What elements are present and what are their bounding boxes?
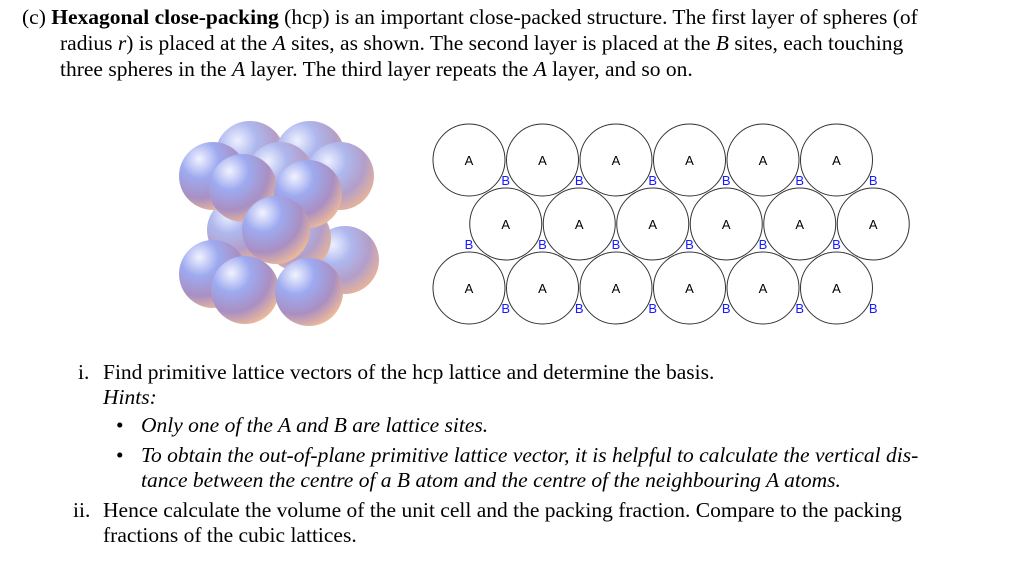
intro-text: ) is placed at the xyxy=(126,31,273,55)
site-label-a: A xyxy=(574,217,584,232)
site-label-b: B xyxy=(758,237,768,252)
hint-text-part: are lattice sites. xyxy=(346,413,489,437)
math-var: B xyxy=(715,31,729,55)
bullet-icon: • xyxy=(116,413,124,437)
question-number: ii. xyxy=(73,498,91,522)
question-1 xyxy=(78,360,1008,385)
intro-text: radius xyxy=(60,31,118,55)
intro-line-1 xyxy=(22,4,1007,30)
hcp-spheres-illustration xyxy=(168,112,388,337)
intro-line-3 xyxy=(22,56,1007,82)
hint-item xyxy=(116,443,1008,493)
intro-text: (hcp) is an important close-packed structure. The first layer of spheres (of xyxy=(278,5,918,29)
site-label-b: B xyxy=(648,173,658,188)
part-label: (c) xyxy=(22,5,46,29)
question-line: fractions of the cubic lattices. xyxy=(103,523,357,547)
site-label-a: A xyxy=(721,217,731,232)
question-text xyxy=(103,498,1008,548)
site-label-a: A xyxy=(501,217,511,232)
site-label-b: B xyxy=(501,301,511,316)
question-line: Hence calculate the volume of the unit cell and the packing fraction. Compare to the packing xyxy=(103,498,902,522)
site-label-a: A xyxy=(464,153,474,168)
math-var: A xyxy=(272,31,286,55)
site-label-b: B xyxy=(574,301,584,316)
hint-text-part: To obtain the out-of-plane primitive lattice vector, it is helpful to calculate the vertical dis- xyxy=(141,443,919,467)
math-var: B xyxy=(333,413,347,437)
site-label-a: A xyxy=(868,217,878,232)
math-var: A xyxy=(533,57,547,81)
math-var: A xyxy=(277,413,291,437)
hcp-site-diagram xyxy=(420,112,920,337)
site-label-a: A xyxy=(758,153,768,168)
question-2 xyxy=(73,498,1008,548)
intro-text: layer. The third layer repeats the xyxy=(245,57,534,81)
site-label-a: A xyxy=(648,217,658,232)
site-label-a: A xyxy=(611,281,621,296)
site-label-b: B xyxy=(574,173,584,188)
questions xyxy=(73,360,1008,548)
question-text: Find primitive lattice vectors of the hcp lattice and determine the basis. xyxy=(103,360,715,384)
hint-text xyxy=(141,443,918,493)
intro-text: three spheres in the xyxy=(60,57,232,81)
hint-text-part: tance between the centre of a xyxy=(141,468,397,492)
hints-heading: Hints: xyxy=(103,385,157,409)
intro-text: layer, and so on. xyxy=(546,57,693,81)
site-label-a: A xyxy=(538,153,547,168)
math-var: r xyxy=(117,31,127,55)
math-var: A xyxy=(231,57,246,81)
site-label-b: B xyxy=(868,301,878,316)
site-label-b: B xyxy=(685,237,694,252)
hints-list xyxy=(78,413,1008,493)
intro-title: Hexagonal close-packing xyxy=(51,5,279,29)
hint-text-part: atoms. xyxy=(778,468,841,492)
site-label-a: A xyxy=(685,281,694,296)
site-label-a: A xyxy=(464,281,474,296)
site-label-b: B xyxy=(648,301,658,316)
site-label-a: A xyxy=(685,153,694,168)
site-label-a: A xyxy=(795,217,805,232)
hint-text-part: Only one of the xyxy=(141,413,278,437)
hint-item xyxy=(116,413,1008,438)
intro-text: sites, as shown. The second layer is placed at the xyxy=(285,31,716,55)
site-label-b: B xyxy=(795,173,805,188)
intro-line-2 xyxy=(22,30,1007,56)
hint-text-part: and xyxy=(290,413,334,437)
site-label-a: A xyxy=(832,281,841,296)
site-label-b: B xyxy=(538,237,547,252)
question-number: i. xyxy=(78,360,90,384)
math-var: A xyxy=(765,468,779,492)
site-label-b: B xyxy=(721,173,731,188)
site-label-b: B xyxy=(611,237,621,252)
site-label-b: B xyxy=(832,237,841,252)
site-label-b: B xyxy=(464,237,474,252)
site-labels xyxy=(465,153,878,316)
intro-text: sites, each touching xyxy=(728,31,904,55)
site-label-b: B xyxy=(501,173,511,188)
site-label-a: A xyxy=(758,281,768,296)
hint-text-part: atom and the centre of the neighbouring xyxy=(410,468,766,492)
site-label-b: B xyxy=(795,301,805,316)
site-label-b: B xyxy=(868,173,878,188)
math-var: B xyxy=(396,468,411,492)
hint-text xyxy=(141,413,488,438)
site-label-a: A xyxy=(611,153,621,168)
site-label-a: A xyxy=(538,281,547,296)
intro-paragraph xyxy=(22,4,1007,82)
site-label-b: B xyxy=(721,301,731,316)
site-label-a: A xyxy=(832,153,841,168)
bullet-icon: • xyxy=(116,443,124,467)
